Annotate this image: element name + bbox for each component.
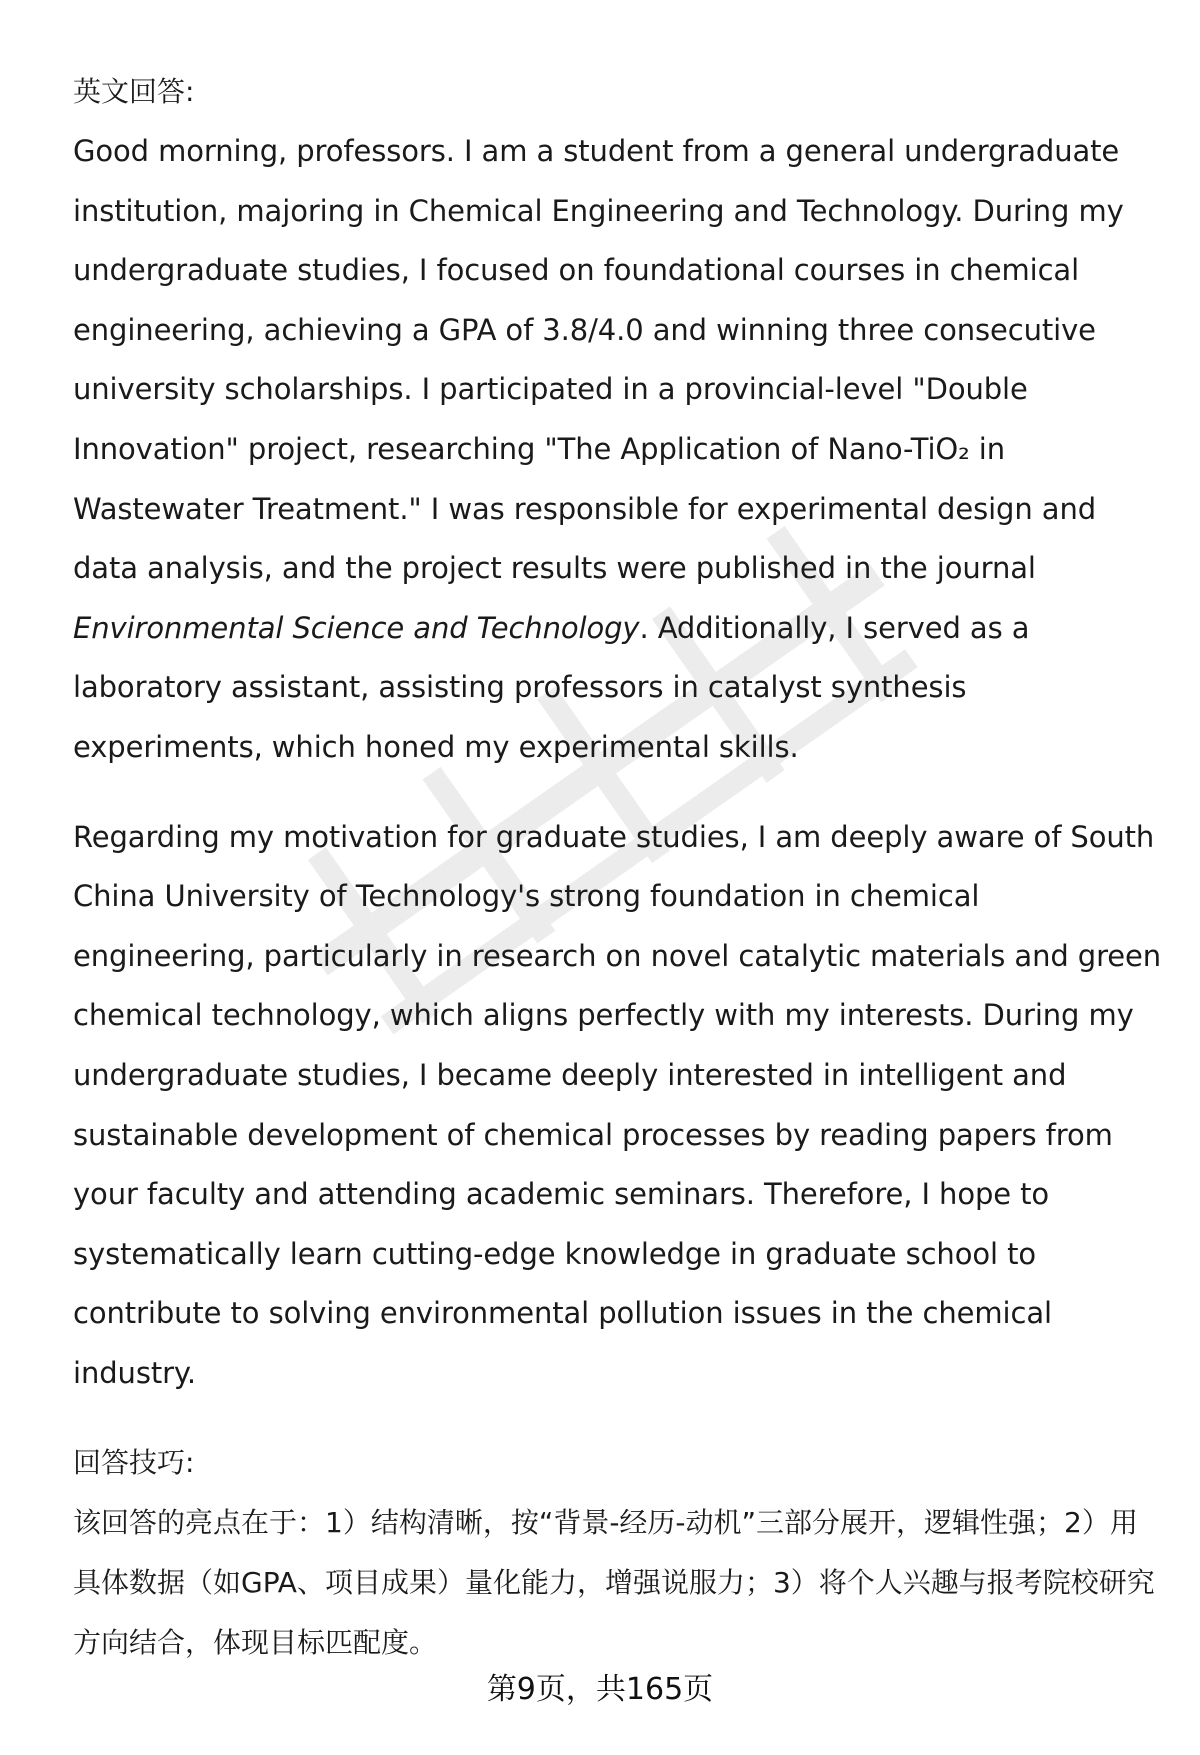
main-content bbox=[73, 62, 1163, 1673]
tips-paragraph: 该回答的亮点在于：1）结构清晰，按“背景-经历-动机”三部分展开，逻辑性强；2）用具体数据（如GPA、项目成果）量化能力，增强说服力；3）将个人兴趣与报考院校研究方向结合，体现目标匹配度。 bbox=[73, 1506, 1155, 1660]
english-answer-heading: 英文回答: bbox=[73, 75, 195, 108]
answer-paragraph-1 bbox=[73, 122, 1163, 778]
answer-paragraph-1-text-a: Good morning, professors. I am a student from a general undergraduate institution, majoring in Chemical Engineering and Technology. During my undergraduate studies, I focused on foundational courses in chemical engineering, achieving a GPA of 3.8/4.0 and winning three consecutive university scholarships. I participated in a provincial-level "Double Innovation" project, researching "The Application of Nano-TiO₂ in Wastewater Treatment." I was responsible for experimental design and data analysis, and the project results were published in the journal bbox=[73, 134, 1124, 586]
answer-paragraph-2: Regarding my motivation for graduate studies, I am deeply aware of South China University of Technology's strong foundation in chemical engineering, particularly in research on novel catalytic materials and green chemical technology, which aligns perfectly with my interests. During my undergraduate studies, I became deeply interested in intelligent and sustainable development of chemical processes by reading papers from your faculty and attending academic seminars. Therefore, I hope to systematically learn cutting-edge knowledge in graduate school to contribute to solving environmental pollution issues in the chemical industry. bbox=[73, 819, 1162, 1390]
tips-heading: 回答技巧: bbox=[73, 1446, 195, 1480]
page-number: 第9页，共165页 bbox=[486, 1672, 714, 1707]
answer-paragraph-1-text-b: . Additionally, I served as a laboratory assistant, assisting professors in catalyst synthesis experiments, which honed my experimental skills. bbox=[73, 610, 1030, 764]
journal-title: Environmental Science and Technology bbox=[73, 610, 640, 645]
